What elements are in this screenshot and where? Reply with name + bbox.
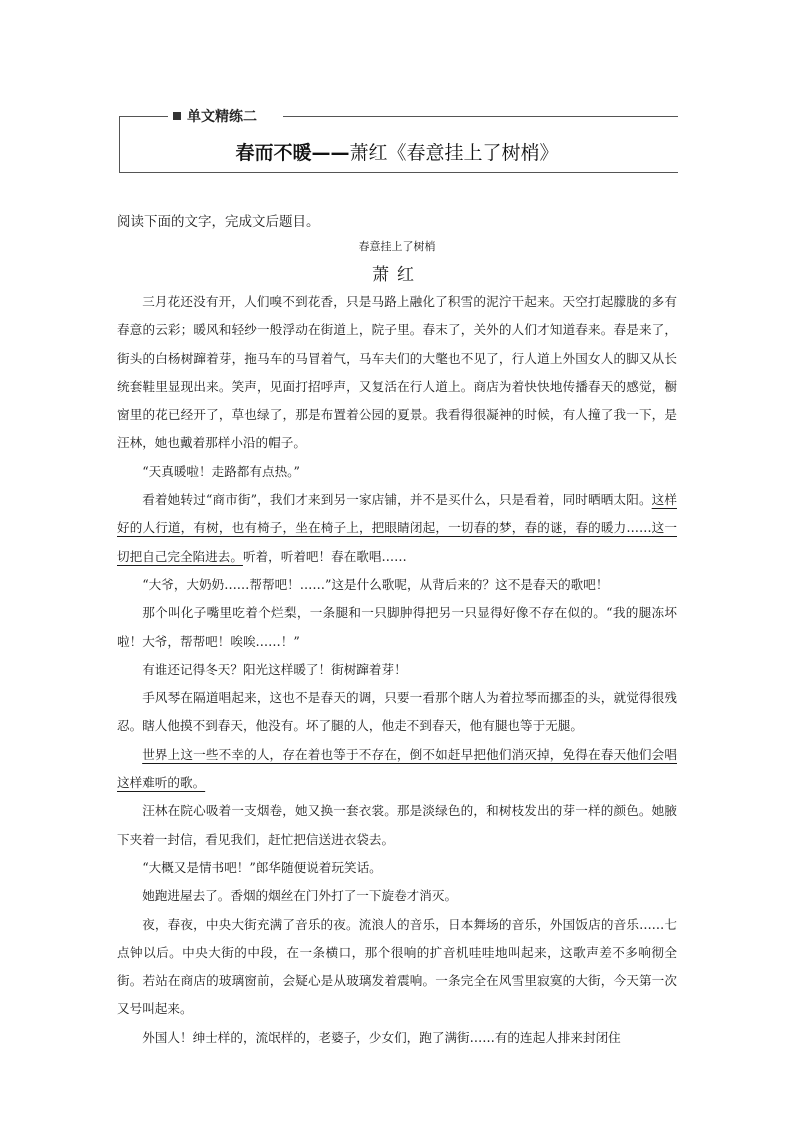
paragraph: 她跑进屋去了。香烟的烟丝在门外打了一下旋卷才消灭。 bbox=[142, 888, 458, 904]
underlined-sentence: 世界上这一些不幸的人，存在着也等于不存在，倒不如赶早把他们消灭掉，免得在春天他们会唱这样难听的歌。 bbox=[117, 746, 677, 791]
paragraph: 有谁还记得冬天？阳光这样暖了！街树蹿着芽！ bbox=[142, 661, 407, 677]
paragraph: 汪林在院心吸着一支烟卷，她又换一套衣裳。那是淡绿色的，和树枝发出的芽一样的颜色。她腋下夹着一封信，看见我们，赶忙把信送进衣袋去。 bbox=[117, 803, 677, 847]
underlined-sentence: 这样好的人行道，有树，也有椅子，坐在椅子上，把眼睛闭起，一切春的梦，春的谜，春的暖力……这一切把自己完全陷进去。 bbox=[117, 492, 677, 564]
paragraph: “天真暖啦！走路都有点热。” bbox=[142, 463, 300, 479]
paragraph: “大概又是情书吧！”郎华随便说着玩笑话。 bbox=[142, 859, 382, 875]
section-label: 单文精练二 bbox=[173, 106, 257, 126]
essay-body bbox=[117, 288, 677, 1052]
reading-instruction: 阅读下面的文字，完成文后题目。 bbox=[117, 214, 320, 230]
paragraph: 手风琴在隔道唱起来，这也不是春天的调，只要一看那个瞎人为着拉琴而挪歪的头，就觉得很残忍。瞎人他摸不到春天，他没有。坏了腿的人，他走不到春天，他有腿也等于无腿。 bbox=[117, 690, 677, 734]
paragraph: 外国人！绅士样的，流氓样的，老婆子，少女们，跑了满街……有的连起人排来封闭住 bbox=[142, 1029, 621, 1045]
paragraph: “大爷，大奶奶……帮帮吧！……”这是什么歌呢，从背后来的？这不是春天的歌吧！ bbox=[142, 576, 609, 592]
paragraph: 夜，春夜，中央大街充满了音乐的夜。流浪人的音乐，日本舞场的音乐，外国饭店的音乐……七点钟以后。中央大街的中段，在一条横口，那个很响的扩音机哇哇地叫起来，这歌声差不多响彻全街。若站在商店的玻璃窗前，会疑心是从玻璃发着震响。一条完全在风雪里寂寞的大街，今天第一次又号叫起来。 bbox=[117, 916, 677, 1017]
author-name: 萧红 bbox=[372, 265, 422, 285]
paragraph: 三月花还没有开，人们嗅不到花香，只是马路上融化了积雪的泥泞干起来。天空打起朦胧的多有春意的云彩；暖风和轻纱一般浮动在街道上，院子里。春末了，关外的人们才知道春来。春是来了，街头的白杨树蹿着芽，拖马车的马冒着气，马车夫们的大氅也不见了，行人道上外国女人的脚又从长统套鞋里显现出来。笑声，见面打招呼声，又复活在行人道上。商店为着快快地传播春天的感觉，橱窗里的花已经开了，草也绿了，那是布置着公园的夏景。我看得很凝神的时候，有人撞了我一下，是汪林，她也戴着那样小沿的帽子。 bbox=[117, 294, 677, 451]
paragraph bbox=[117, 741, 677, 798]
page-title: 春而不暖——萧红《春意挂上了树梢》 bbox=[235, 142, 559, 164]
square-bullet-icon bbox=[173, 112, 181, 120]
paragraph: 看着她转过“商市街”，我们才来到另一家店铺，并不是买什么，只是看着，同时晒晒太阳。这样好的人行道，有树，也有椅子，坐在椅子上，把眼睛闭起，一切春的梦，春的谜，春的暖力……这一切把自己完全陷进去。听着，听着吧！春在歌唱…… bbox=[117, 492, 677, 564]
paragraph: 那个叫化子嘴里吃着个烂梨，一条腿和一只脚肿得把另一只显得好像不存在似的。“我的腿冻坏啦！大爷，帮帮吧！唉唉……！” bbox=[117, 605, 677, 649]
essay-title: 春意挂上了树梢 bbox=[358, 240, 436, 253]
